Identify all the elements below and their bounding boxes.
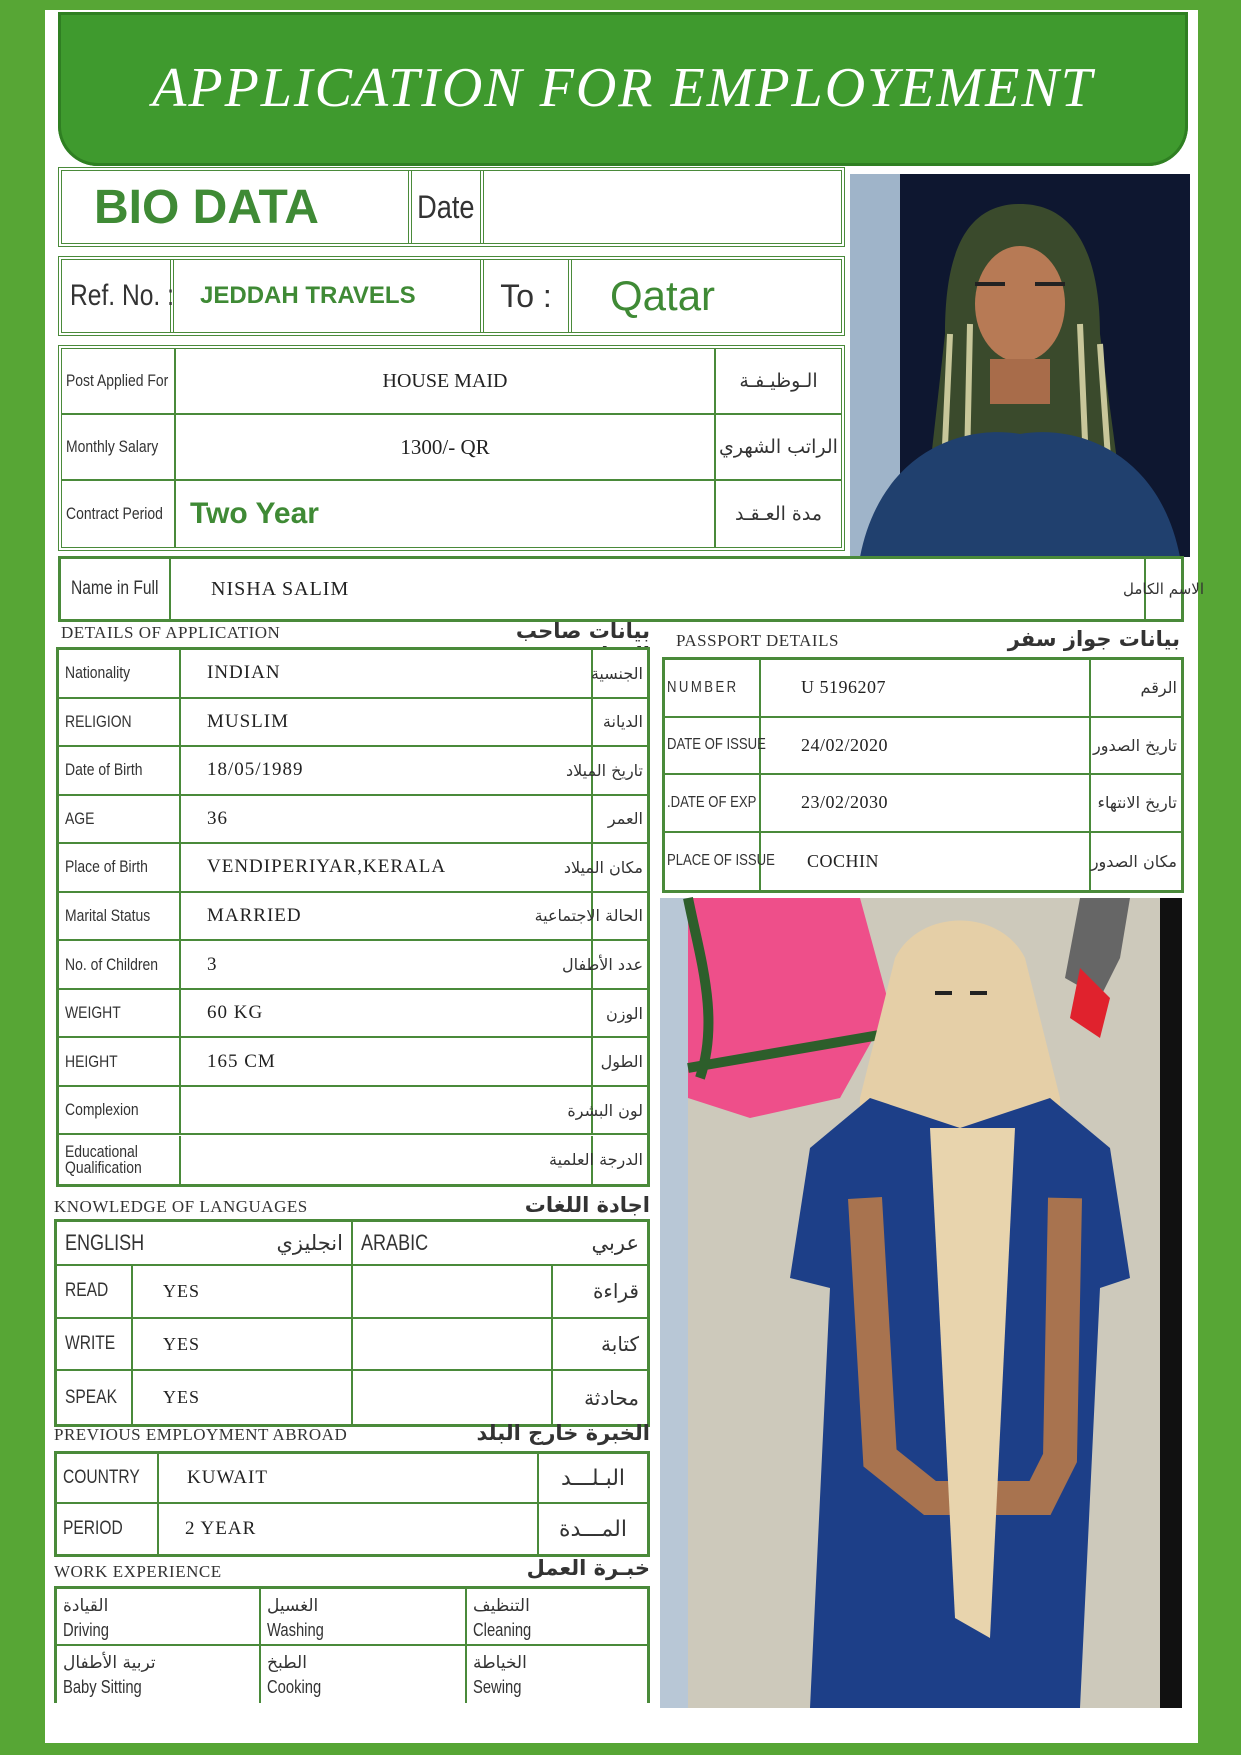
- application-row: [59, 650, 647, 699]
- application-row-label: Educational Qualification: [65, 1141, 142, 1177]
- arabic-label: ARABIC: [361, 1230, 429, 1255]
- work-experience-item-en: Cleaning: [473, 1620, 532, 1640]
- application-row-label: HEIGHT: [65, 1051, 118, 1071]
- arabic-label-ar: عربي: [591, 1231, 639, 1255]
- post-box: [58, 345, 845, 551]
- full-length-photo-image: [660, 898, 1182, 1708]
- application-row-label: Marital Status: [65, 905, 151, 925]
- application-row-label: Nationality: [65, 663, 131, 683]
- previous-employment-label-ar: البـلـــد: [560, 1465, 626, 1491]
- work-experience-item-ar: تربية الأطفال: [63, 1653, 156, 1673]
- previous-employment-row: [57, 1504, 647, 1554]
- form-title: APPLICATION FOR EMPLOYEMENT: [152, 57, 1094, 119]
- application-row-label-ar: الحالة الاجتماعية: [534, 906, 643, 926]
- work-experience-section-title-ar: خبـرة العمل: [526, 1556, 650, 1580]
- languages-section-title-ar: اجادة اللغات: [524, 1193, 650, 1217]
- name-box: [58, 556, 1205, 622]
- passport-row: [665, 660, 1181, 718]
- post-row: [62, 349, 841, 415]
- application-row-value: MARRIED: [207, 904, 302, 926]
- work-experience-item-ar: الطبخ: [267, 1653, 307, 1673]
- application-row-label-ar: لون البشرة: [567, 1100, 643, 1120]
- applicant-full-length-photo: [660, 898, 1182, 1708]
- application-table: [56, 647, 650, 1187]
- ref-value: JEDDAH TRAVELS: [200, 282, 416, 309]
- portrait-photo-image: [850, 174, 1190, 557]
- application-row-label: WEIGHT: [65, 1003, 121, 1023]
- application-row-label: Date of Birth: [65, 760, 143, 780]
- application-row-value: INDIAN: [207, 662, 281, 684]
- application-section-title-ar: بيانات صاحب: [515, 619, 650, 643]
- work-experience-table: [54, 1586, 650, 1703]
- previous-employment-label-ar: المـــدة: [559, 1516, 627, 1542]
- previous-employment-section-title: PREVIOUS EMPLOYMENT ABROAD: [54, 1425, 348, 1444]
- application-row: [59, 990, 647, 1039]
- ref-box: [58, 256, 845, 336]
- application-row-value: 18/05/1989: [207, 759, 304, 781]
- application-row-label-ar: العمر: [607, 809, 643, 829]
- work-experience-item-en: Cooking: [267, 1677, 322, 1697]
- language-skill-row: [57, 1266, 647, 1319]
- application-row: [59, 844, 647, 893]
- language-skill-label: SPEAK: [65, 1386, 117, 1408]
- work-experience-item-en: Driving: [63, 1620, 109, 1640]
- english-skill-value: YES: [163, 1333, 201, 1354]
- languages-section-title: KNOWLEDGE OF LANGUAGES: [54, 1197, 308, 1216]
- language-skill-label: READ: [65, 1280, 109, 1302]
- application-row-label: RELIGION: [65, 711, 132, 731]
- english-label-ar: انجليزي: [276, 1231, 343, 1255]
- application-row-label-ar: الديانة: [602, 712, 643, 732]
- applicant-portrait-photo: [850, 174, 1190, 557]
- languages-header-row: [57, 1222, 647, 1266]
- bio-data-label: BIO DATA: [94, 180, 319, 234]
- work-experience-item-ar: الخياطة: [473, 1653, 527, 1673]
- salary-value: 1300/- QR: [400, 434, 490, 459]
- previous-employment-label: PERIOD: [63, 1518, 123, 1539]
- application-row-label: AGE: [65, 808, 95, 828]
- date-label: Date: [417, 188, 475, 225]
- passport-table: [662, 657, 1184, 893]
- languages-table: [54, 1219, 650, 1427]
- passport-row-value: COCHIN: [807, 850, 880, 871]
- passport-row: [665, 833, 1181, 891]
- contract-row: [62, 481, 841, 547]
- application-row: [59, 796, 647, 845]
- application-row-value: MUSLIM: [207, 710, 290, 732]
- application-row-label: Complexion: [65, 1100, 139, 1120]
- work-experience-item-ar: القيادة: [63, 1596, 109, 1616]
- english-skill-value: YES: [163, 1280, 201, 1301]
- name-value: NISHA SALIM: [211, 577, 350, 600]
- passport-section-title-ar: بيانات جواز سفر: [1007, 627, 1180, 651]
- title-banner: [58, 12, 1188, 166]
- language-skill-row: [57, 1371, 647, 1424]
- to-label: To :: [500, 277, 552, 314]
- language-skill-label-ar: محادثة: [584, 1385, 639, 1410]
- application-row-value: 60 KG: [207, 1002, 264, 1024]
- english-label: ENGLISH: [65, 1230, 145, 1255]
- application-row-value: VENDIPERIYAR,KERALA: [207, 856, 447, 878]
- previous-employment-row: [57, 1454, 647, 1504]
- work-experience-item: [57, 1646, 261, 1703]
- work-experience-item-en: Washing: [267, 1620, 324, 1640]
- work-experience-item-ar: التنظيف: [473, 1596, 530, 1616]
- passport-row-label-ar: الرقم: [1140, 678, 1177, 698]
- language-skill-label-ar: كتابة: [601, 1332, 639, 1357]
- post-label: Post Applied For: [66, 371, 169, 390]
- contract-value: Two Year: [190, 497, 319, 530]
- application-row-label-ar: الدرجة العلمية: [549, 1150, 643, 1170]
- salary-label: Monthly Salary: [66, 437, 159, 456]
- passport-row-label: PLACE OF ISSUE: [667, 852, 775, 870]
- previous-employment-section-title-ar: الخبرة خارج البلد: [476, 1421, 650, 1445]
- application-row-label: No. of Children: [65, 954, 158, 974]
- work-experience-item-ar: الغسيل: [267, 1596, 319, 1616]
- previous-employment-value: 2 YEAR: [185, 1518, 257, 1539]
- application-row-label-ar: الجنسية: [590, 663, 643, 683]
- application-row: [59, 747, 647, 796]
- application-row-value: 3: [207, 953, 218, 975]
- salary-row: [62, 415, 841, 481]
- passport-row: [665, 775, 1181, 833]
- contract-label-ar: مدة العـقـد: [734, 503, 823, 525]
- name-label-ar: الاسم الكامل: [1122, 580, 1205, 598]
- english-skill-value: YES: [163, 1387, 201, 1408]
- passport-row-label: .DATE OF EXP: [667, 793, 757, 811]
- work-experience-item-en: Sewing: [473, 1677, 522, 1697]
- passport-row-value: 24/02/2020: [801, 734, 889, 755]
- work-experience-item: [261, 1589, 467, 1646]
- passport-row-label-ar: تاريخ الصدور: [1093, 735, 1177, 755]
- application-row-label-ar: الوزن: [605, 1003, 643, 1023]
- work-experience-item: [467, 1589, 647, 1646]
- work-experience-section-title: WORK EXPERIENCE: [54, 1562, 222, 1581]
- application-row: [59, 1087, 647, 1136]
- application-row: [59, 699, 647, 748]
- to-value: Qatar: [610, 272, 716, 319]
- previous-employment-label: COUNTRY: [63, 1467, 140, 1488]
- passport-row-label: DATE OF ISSUE: [667, 736, 766, 754]
- post-value: HOUSE MAID: [382, 369, 508, 392]
- application-row-value: 36: [207, 807, 228, 829]
- work-experience-item: [467, 1646, 647, 1703]
- application-row-label-ar: عدد الأطفال: [561, 955, 643, 975]
- passport-row-label-ar: مكان الصدور: [1090, 851, 1177, 871]
- name-label: Name in Full: [71, 578, 159, 599]
- salary-label-ar: الراتب الشهري: [719, 436, 838, 458]
- post-label-ar: الـوظيـفـة: [739, 370, 818, 392]
- application-row-label-ar: تاريخ الميلاد: [566, 760, 643, 780]
- application-row: [59, 1038, 647, 1087]
- passport-row-label-ar: تاريخ الانتهاء: [1097, 793, 1177, 813]
- previous-employment-value: KUWAIT: [187, 1467, 268, 1488]
- ref-label: Ref. No. :: [70, 279, 174, 312]
- passport-row-label: NUMBER: [667, 678, 739, 696]
- application-row: [59, 1136, 647, 1185]
- application-section-title: DETAILS OF APPLICATION: [61, 623, 281, 642]
- application-row-label-ar: مكان الميلاد: [563, 857, 643, 877]
- language-skill-label: WRITE: [65, 1333, 116, 1355]
- work-experience-item: [261, 1646, 467, 1703]
- application-row-label: Place of Birth: [65, 857, 148, 877]
- contract-label: Contract Period: [66, 504, 163, 523]
- work-experience-item: [57, 1589, 261, 1646]
- language-skill-row: [57, 1319, 647, 1372]
- passport-row-value: U 5196207: [801, 677, 886, 698]
- application-row-value: 165 CM: [207, 1050, 276, 1072]
- previous-employment-table: [54, 1451, 650, 1557]
- application-row-label-ar: الطول: [600, 1052, 643, 1072]
- application-row: [59, 941, 647, 990]
- passport-row-value: 23/02/2030: [801, 792, 889, 813]
- language-skill-label-ar: قراءة: [592, 1279, 639, 1304]
- work-experience-item-en: Baby Sitting: [63, 1677, 142, 1697]
- passport-section-title: PASSPORT DETAILS: [676, 631, 839, 650]
- bio-data-box: [58, 167, 845, 247]
- application-row: [59, 893, 647, 942]
- passport-row: [665, 718, 1181, 776]
